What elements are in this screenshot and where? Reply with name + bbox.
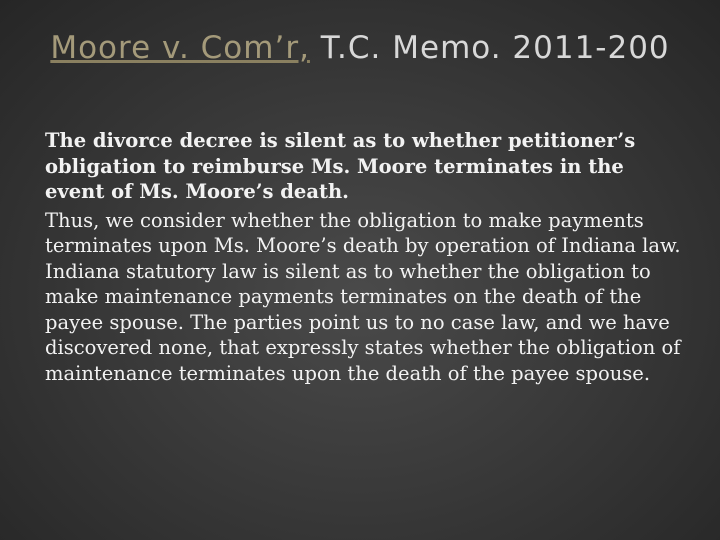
slide-title [40, 24, 680, 72]
paragraph-decree: The divorce decree is silent as to whether petitioner’s obligation to reimburse Ms. Moore terminates in the event of Ms. Moore’s death. [45, 129, 636, 203]
title-citation-text: T.C. Memo. 2011-200 [309, 30, 670, 66]
slide-body [45, 128, 685, 389]
paragraph-indiana-law: Thus, we consider whether the obligation to make payments terminates upon Ms. Moore’s death by operation of Indiana law. Indiana statutory law is silent as to whether the obligation to make maintenance payments terminates on the death of the payee spouse. The parties point us to no case law, and we have discovered none, that expressly states whether the obligation of maintenance terminates upon the death of the payee spouse. [45, 208, 681, 385]
case-citation-link[interactable]: Moore v. Com’r, [50, 30, 310, 66]
